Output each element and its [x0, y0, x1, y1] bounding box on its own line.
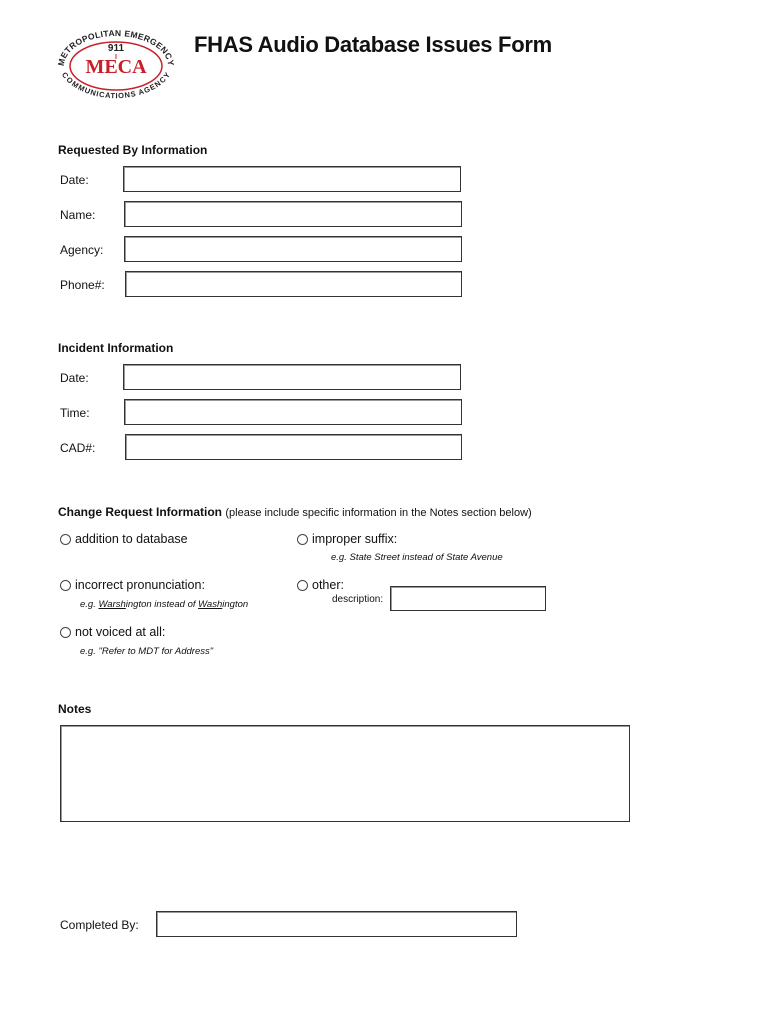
incorrect-pronunciation-radio[interactable]	[60, 580, 71, 591]
completed-by-label: Completed By:	[60, 918, 139, 932]
not-voiced-example: e.g. "Refer to MDT for Address"	[80, 646, 214, 657]
addition-option[interactable]	[60, 532, 188, 546]
not-voiced-radio[interactable]	[60, 627, 71, 638]
requested-name-label: Name:	[60, 208, 96, 222]
requested-date-field[interactable]	[123, 166, 461, 192]
other-label: other:	[312, 578, 344, 592]
example-suffix: ington	[222, 599, 249, 610]
improper-suffix-label: improper suffix:	[312, 532, 398, 546]
change-request-heading	[58, 505, 532, 519]
change-request-heading-text: Change Request Information	[58, 505, 223, 519]
improper-suffix-radio[interactable]	[297, 534, 308, 545]
incident-heading: Incident Information	[58, 341, 174, 355]
addition-label: addition to database	[75, 532, 188, 546]
incident-time-field[interactable]	[124, 399, 462, 425]
other-option[interactable]	[297, 578, 344, 592]
not-voiced-option[interactable]	[60, 625, 165, 639]
logo-name-text: MECA	[85, 56, 147, 78]
requested-phone-field[interactable]	[125, 271, 462, 297]
notes-field[interactable]	[60, 725, 630, 822]
example-wrong-part: Warsh	[98, 599, 126, 610]
incorrect-pronunciation-label: incorrect pronunciation:	[75, 578, 205, 592]
addition-radio[interactable]	[60, 534, 71, 545]
improper-suffix-example: e.g. State Street instead of State Avenue	[331, 552, 503, 563]
page-title: FHAS Audio Database Issues Form	[194, 32, 552, 57]
requested-by-heading: Requested By Information	[58, 143, 208, 157]
requested-name-field[interactable]	[124, 201, 462, 227]
incident-time-label: Time:	[60, 406, 90, 420]
improper-suffix-option[interactable]	[297, 532, 397, 546]
logo-911-text: 911	[107, 43, 125, 54]
incorrect-pronunciation-example	[80, 599, 248, 610]
example-right-part: Wash	[198, 599, 223, 610]
incorrect-pronunciation-option[interactable]	[60, 578, 205, 592]
meca-logo	[52, 26, 180, 106]
other-description-label: description:	[332, 594, 384, 605]
requested-agency-field[interactable]	[124, 236, 462, 262]
completed-by-field[interactable]	[156, 911, 517, 937]
requested-agency-label: Agency:	[60, 243, 104, 257]
requested-phone-label: Phone#:	[60, 278, 105, 292]
change-request-heading-note: (please include specific information in the Notes section below)	[225, 507, 532, 519]
incident-date-field[interactable]	[123, 364, 461, 390]
example-mid: ington instead of	[125, 599, 199, 610]
example-prefix: e.g.	[80, 599, 99, 610]
incident-date-label: Date:	[60, 371, 89, 385]
other-description-field[interactable]	[390, 586, 546, 611]
other-radio[interactable]	[297, 580, 308, 591]
incident-cad-field[interactable]	[125, 434, 462, 460]
logo-arc-top-text: METROPOLITAN EMERGENCY	[55, 27, 177, 67]
notes-heading: Notes	[58, 702, 92, 716]
requested-date-label: Date:	[60, 173, 89, 187]
not-voiced-label: not voiced at all:	[75, 625, 166, 639]
incident-cad-label: CAD#:	[60, 441, 96, 455]
logo-arc-bottom-text: COMMUNICATIONS AGENCY	[59, 70, 173, 101]
